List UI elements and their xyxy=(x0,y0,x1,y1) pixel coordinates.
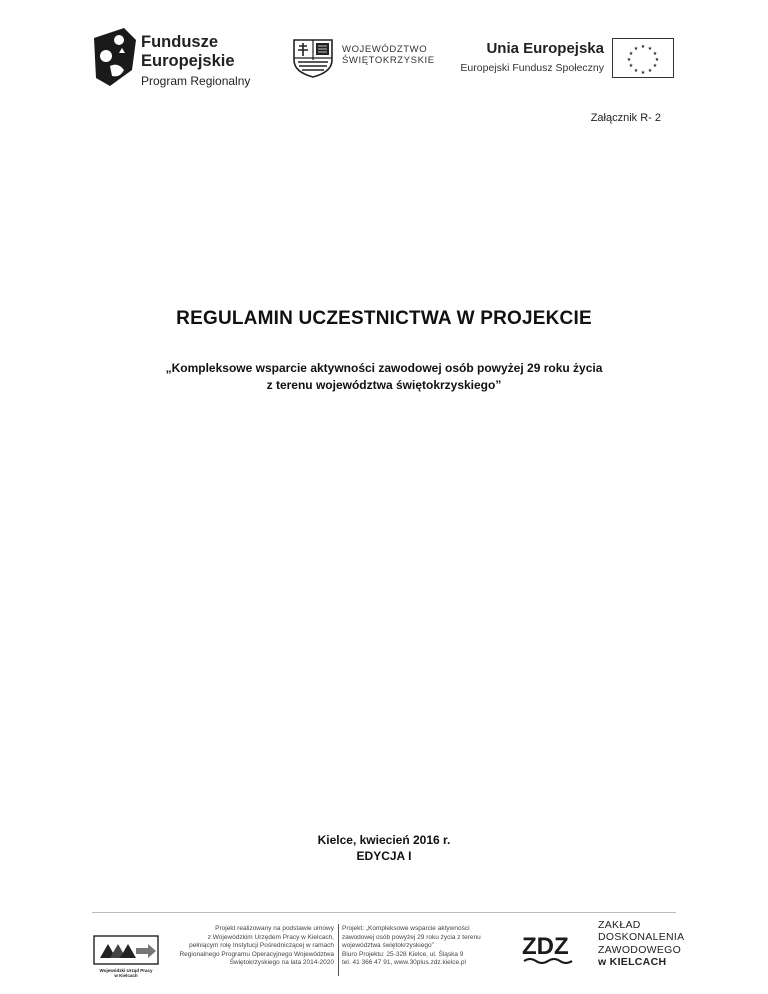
svg-text:★: ★ xyxy=(652,63,658,69)
coat-of-arms-icon xyxy=(292,38,334,78)
svg-text:★: ★ xyxy=(652,51,658,57)
place-date-block xyxy=(0,832,768,864)
footer-left-line: Świętokrzyskiego na lata 2014-2020 xyxy=(229,959,334,967)
funds-logo-line3: Program Regionalny xyxy=(141,74,251,88)
eu-logo xyxy=(460,38,680,78)
eu-flag-icon xyxy=(612,38,674,78)
footer-divider xyxy=(92,912,676,913)
zdz-name xyxy=(598,919,684,968)
zdz-mark: ZDZ xyxy=(522,933,569,960)
wup-label-line1: Wojewódzki Urząd Pracy xyxy=(99,968,153,973)
footer-separator xyxy=(338,924,339,976)
region-logo-line1: WOJEWÓDZTWO xyxy=(342,44,428,55)
svg-text:★: ★ xyxy=(633,46,639,52)
document-subtitle xyxy=(0,360,768,394)
zdz-name-line1: ZAKŁAD xyxy=(598,919,641,931)
wup-label-line2: w Kielcach xyxy=(114,973,138,979)
funds-logo-line1: Fundusze xyxy=(141,33,218,51)
wup-emblem-icon xyxy=(90,932,162,968)
zdz-name-line4: w KIELCACH xyxy=(598,955,667,968)
footer-mid-line: Biuro Projektu: 25-328 Kielce, ul. Śląska 9 xyxy=(342,950,464,958)
zdz-name-line3: ZAWODOWEGO xyxy=(598,943,682,956)
svg-text:★: ★ xyxy=(633,68,639,74)
svg-text:★: ★ xyxy=(647,46,653,52)
edition-label: EDYCJA I xyxy=(356,849,412,863)
footer-project-info xyxy=(342,925,508,968)
subtitle-line1: „Kompleksowe wsparcie aktywności zawodowej osób powyżej 29 roku życia xyxy=(165,361,603,375)
svg-text:★: ★ xyxy=(647,68,653,74)
footer-left-line: pełniącym rolę Instytucji Pośredniczącej w ramach xyxy=(189,942,334,950)
eu-logo-subtitle: Europejski Fundusz Społeczny xyxy=(460,62,604,74)
svg-text:★: ★ xyxy=(640,44,646,50)
footer-mid-line: województwa świętokrzyskiego” xyxy=(342,942,434,950)
footer-mid-line: Projekt: „Kompleksowe wsparcie aktywności xyxy=(342,925,470,932)
funds-logo-line2: Europejskie xyxy=(141,51,235,70)
subtitle-line2: z terenu województwa świętokrzyskiego” xyxy=(266,378,502,392)
wojewodztwo-swietokrzyskie-logo xyxy=(292,38,435,78)
place-date: Kielce, kwiecień 2016 r. xyxy=(317,833,451,847)
footer-left-line: Projekt realizowany na podstawie umowy xyxy=(215,925,334,932)
footer-mid-line: tel. 41 366 47 91, www.30plus.zdz.kielce.pl xyxy=(342,959,466,967)
region-logo-line2: ŚWIĘTOKRZYSKIE xyxy=(342,54,435,66)
svg-text:★: ★ xyxy=(626,57,632,63)
eu-logo-title: Unia Europejska xyxy=(486,40,604,57)
svg-text:★: ★ xyxy=(628,51,634,57)
svg-text:★: ★ xyxy=(654,57,660,63)
svg-text:★: ★ xyxy=(628,63,634,69)
zdz-emblem-icon xyxy=(520,930,582,970)
fundusze-europejskie-logo xyxy=(92,26,262,90)
zdz-logo xyxy=(520,930,582,970)
footer-funding-note xyxy=(168,925,334,968)
annex-label: Załącznik R- 2 xyxy=(590,112,661,124)
fundusze-europejskie-emblem-icon xyxy=(92,26,138,88)
document-title: REGULAMIN UCZESTNICTWA W PROJEKCIE xyxy=(176,308,592,329)
footer-left-line: Regionalnego Programu Operacyjnego Województwa xyxy=(179,950,334,958)
svg-text:★: ★ xyxy=(640,70,646,76)
zdz-name-line2: DOSKONALENIA xyxy=(598,931,685,944)
wup-kielce-logo xyxy=(90,932,162,982)
footer-left-line: z Wojewódzkim Urzędem Pracy w Kielcach, xyxy=(207,933,334,941)
footer-mid-line: zawodowej osób powyżej 29 roku życia z terenu xyxy=(342,933,481,941)
